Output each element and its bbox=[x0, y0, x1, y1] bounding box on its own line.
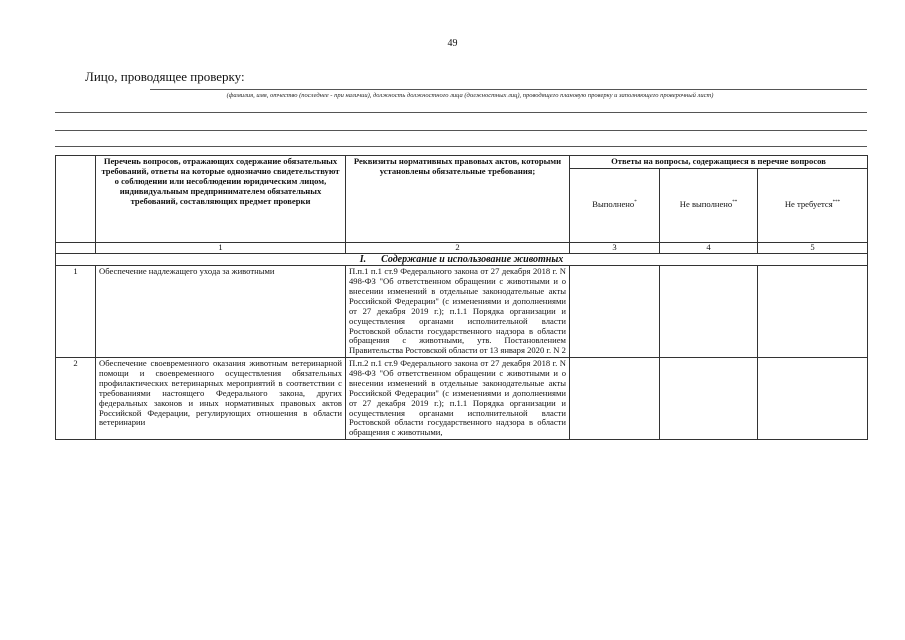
answer-not-required-cell[interactable] bbox=[758, 358, 868, 440]
header-requisites: Реквизиты нормативных правовых актов, которыми установлены обязательные требования; bbox=[346, 156, 570, 243]
column-number: 3 bbox=[570, 242, 660, 253]
answer-not-done-cell[interactable] bbox=[660, 266, 758, 358]
answer-done-cell[interactable] bbox=[570, 358, 660, 440]
row-requisites: П.п.1 п.1 ст.9 Федерального закона от 27 декабря 2018 г. N 498-ФЗ "Об ответственном обращении с животными и о внесении изменений в отдельные законодательные акты Российской Федерации" (с изменениями и дополнениями от 27 декабря 2019 г.); п.1.1 Порядка организации и осуществления органами исполнительной власти Ростовской области государственного надзора в области обращения с животными, утв. Постановлением Правительства Ростовской области от 13 января 2020 г. N 2 bbox=[346, 266, 570, 358]
header-number-cell bbox=[56, 156, 96, 243]
separator-line bbox=[55, 146, 867, 147]
page-number: 49 bbox=[447, 38, 458, 49]
row-question: Обеспечение надлежащего ухода за животными bbox=[96, 266, 346, 358]
inspector-line bbox=[150, 89, 867, 90]
row-requisites: П.п.2 п.1 ст.9 Федерального закона от 27 декабря 2018 г. N 498-ФЗ "Об ответственном обращении с животными и о внесении изменений в отдельные законодательные акты Российской Федерации" (с изменениями и дополнениями от 27 декабря 2019 г.); п.1.1 Порядка организации и осуществления органами исполнительной власти Ростовской области государственного надзора в области обращения с животными, bbox=[346, 358, 570, 440]
column-numbers-row bbox=[56, 242, 868, 253]
row-question: Обеспечение своевременного оказания животным ветеринарной помощи и своевременного осуществления обязательных профилактических ветеринарных мероприятий в соответствии с требованиями настоящего Федерального закона, других федеральных законов и иных нормативных правовых актов Российской Федерации, регулирующих отношения в области ветеринарии bbox=[96, 358, 346, 440]
column-number: 4 bbox=[660, 242, 758, 253]
checklist-table bbox=[55, 155, 868, 440]
answer-not-required-cell[interactable] bbox=[758, 266, 868, 358]
column-number: 2 bbox=[346, 242, 570, 253]
header-not-done: Не выполнено** bbox=[660, 168, 758, 242]
header-answers: Ответы на вопросы, содержащиеся в перечне вопросов bbox=[570, 156, 868, 169]
header-done: Выполнено* bbox=[570, 168, 660, 242]
separator-line bbox=[55, 130, 867, 131]
column-number: 5 bbox=[758, 242, 868, 253]
column-number-empty bbox=[56, 242, 96, 253]
column-number: 1 bbox=[96, 242, 346, 253]
header-questions: Перечень вопросов, отражающих содержание обязательных требований, ответы на которые однозначно свидетельствуют о соблюдении или несоблюдении юридическим лицом, индивидуальным предпринимателем обязательных требований, составляющих предмет проверки bbox=[96, 156, 346, 243]
table-header-row bbox=[56, 156, 868, 169]
header-not-required: Не требуется*** bbox=[758, 168, 868, 242]
table-row bbox=[56, 358, 868, 440]
row-number: 1 bbox=[56, 266, 96, 358]
table-row bbox=[56, 266, 868, 358]
answer-done-cell[interactable] bbox=[570, 266, 660, 358]
section-title: I. Содержание и использование животных bbox=[56, 253, 868, 266]
separator-line bbox=[55, 112, 867, 113]
row-number: 2 bbox=[56, 358, 96, 440]
inspector-hint: (фамилия, имя, отчество (последнее - при наличии), должность должностного лица (должностных лиц), проводящего плановую проверку и заполняющего проверочный лист) bbox=[226, 92, 714, 99]
inspector-label: Лицо, проводящее проверку: bbox=[85, 69, 245, 84]
answer-not-done-cell[interactable] bbox=[660, 358, 758, 440]
section-row bbox=[56, 253, 868, 266]
